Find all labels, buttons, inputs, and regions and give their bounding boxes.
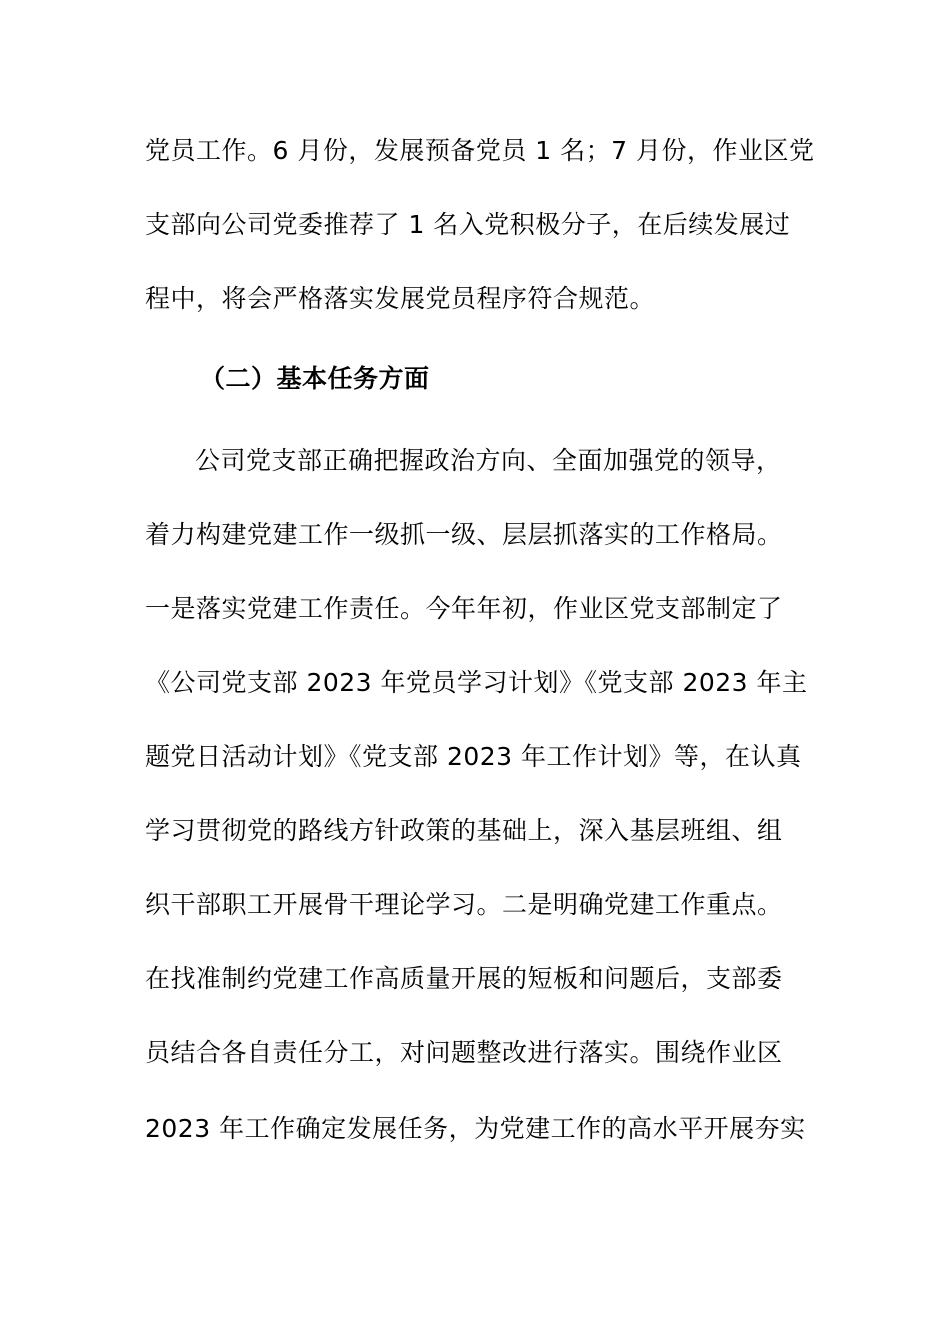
para2-line-6: 学习贯彻党的路线方针政策的基础上，深入基层班组、组 [145,816,783,845]
para2-line-3: 一是落实党建工作责任。今年年初，作业区党支部制定了 [145,594,783,623]
para2-line-2: 着力构建党建工作一级抓一级、层层抓落实的工作格局。 [145,520,783,549]
para1-line-2: 支部向公司党委推荐了 1 名入党积极分子，在后续发展过 [145,210,791,239]
para2-line-1: 公司党支部正确把握政治方向、全面加强党的领导， [195,446,782,475]
para1-line-3: 程中，将会严格落实发展党员程序符合规范。 [145,284,656,313]
section-heading: （二）基本任务方面 [200,364,430,393]
para2-line-4: 《公司党支部 2023 年党员学习计划》《党支部 2023 年主 [145,668,808,697]
para1-line-1: 党员工作。6 月份，发展预备党员 1 名；7 月份，作业区党 [145,136,815,165]
para2-line-8: 在找准制约党建工作高质量开展的短板和问题后，支部委 [145,964,783,993]
para2-line-7: 织干部职工开展骨干理论学习。二是明确党建工作重点。 [145,890,783,919]
para2-line-10: 2023 年工作确定发展任务，为党建工作的高水平开展夯实 [145,1114,806,1143]
para2-line-5: 题党日活动计划》《党支部 2023 年工作计划》等，在认真 [145,742,802,771]
para2-line-9: 员结合各自责任分工，对问题整改进行落实。围绕作业区 [145,1038,783,1067]
